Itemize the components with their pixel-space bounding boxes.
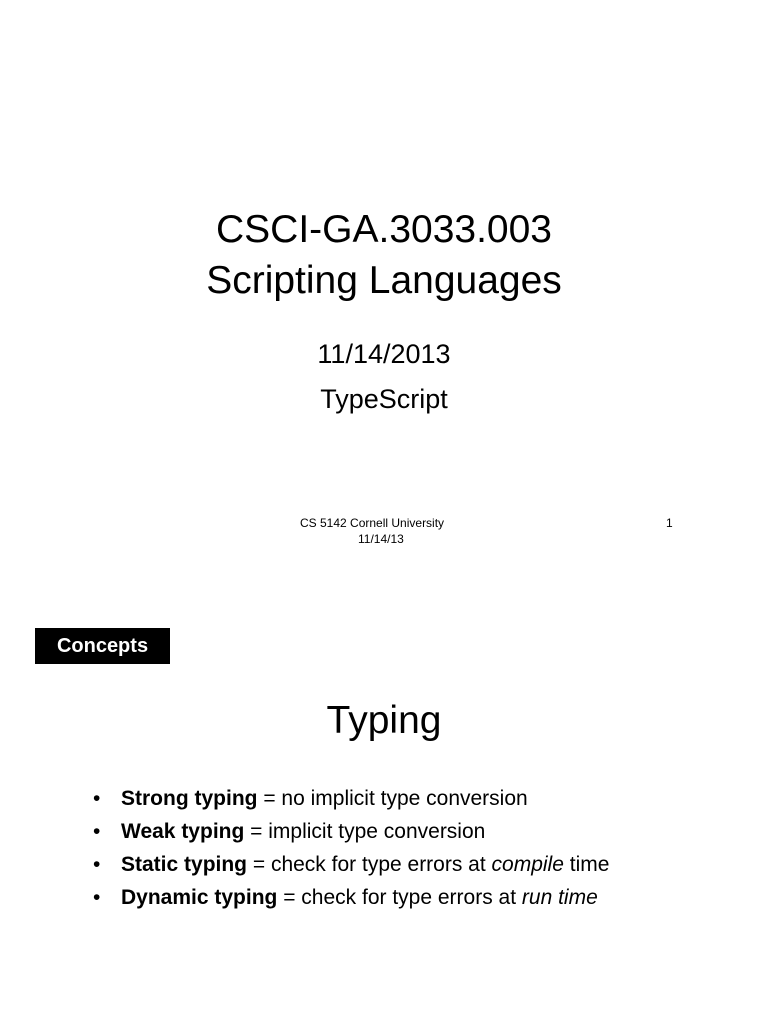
course-name-title: Scripting Languages xyxy=(206,259,562,302)
bullet-tail: time xyxy=(563,853,610,876)
bullet-item xyxy=(93,849,609,882)
bullet-text: = check for type errors at xyxy=(247,853,492,876)
bullet-item xyxy=(93,816,609,849)
lecture-date: 11/14/2013 xyxy=(317,339,451,369)
bullet-text: = implicit type conversion xyxy=(244,820,486,843)
bullet-emphasis: compile xyxy=(491,853,564,876)
bullet-dot: • xyxy=(93,853,101,876)
bullet-term: Dynamic typing xyxy=(121,886,278,909)
bullet-term: Strong typing xyxy=(121,787,258,810)
bullet-term: Static typing xyxy=(121,853,248,876)
slide-title: Typing xyxy=(326,699,442,742)
bullet-emphasis: run time xyxy=(521,886,598,909)
bullet-dot: • xyxy=(93,787,101,810)
lecture-topic: TypeScript xyxy=(320,384,448,414)
bullet-term: Weak typing xyxy=(121,820,245,843)
bullet-dot: • xyxy=(93,820,101,843)
section-tag: Concepts xyxy=(35,628,170,664)
bullet-text: = no implicit type conversion xyxy=(257,787,528,810)
bullet-item xyxy=(93,783,609,816)
page-number: 1 xyxy=(666,516,673,530)
footer-source: CS 5142 Cornell University xyxy=(300,516,445,530)
footer-date: 11/14/13 xyxy=(358,532,404,546)
bullet-list xyxy=(93,783,609,915)
bullet-dot: • xyxy=(93,886,101,909)
bullet-item xyxy=(93,882,609,915)
course-code-title: CSCI-GA.3033.003 xyxy=(215,208,552,251)
bullet-text: = check for type errors at xyxy=(277,886,522,909)
